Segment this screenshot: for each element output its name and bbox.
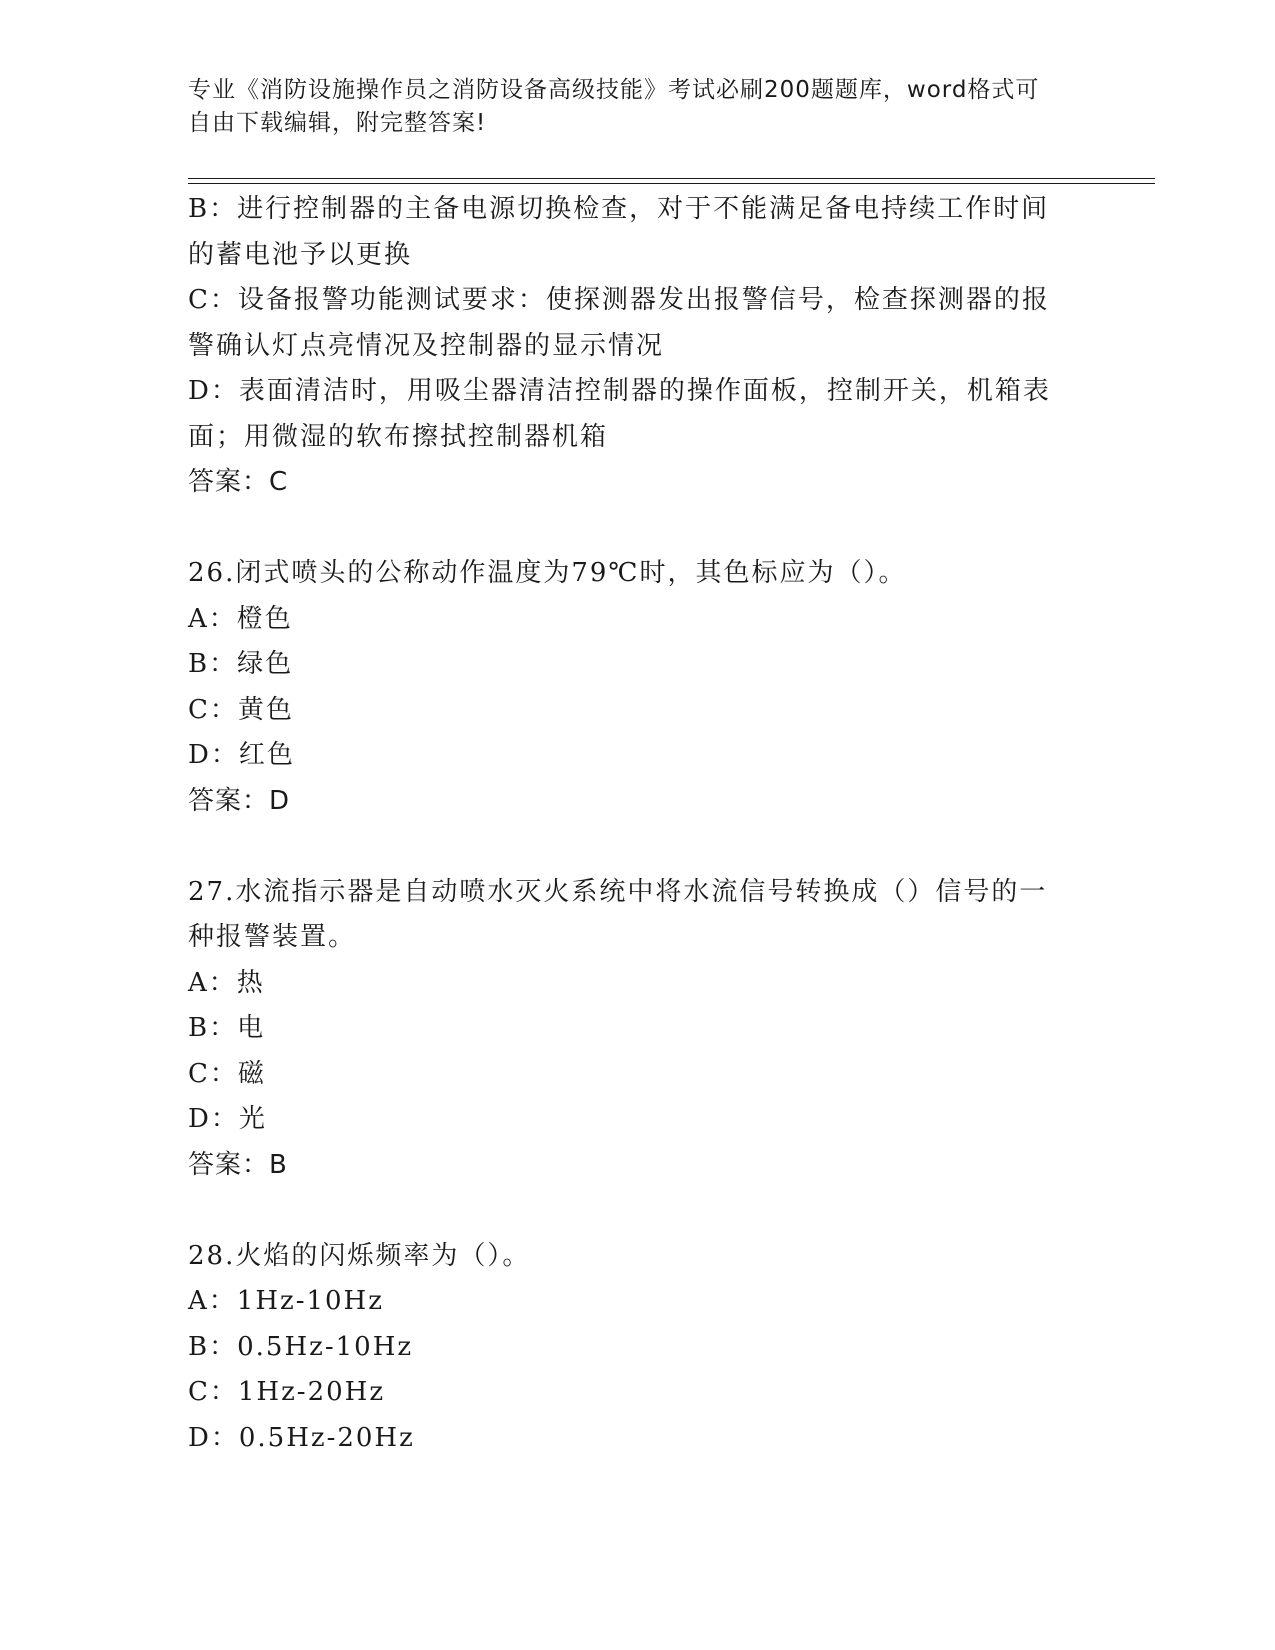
- q27-option-a: A：热: [188, 967, 265, 998]
- q26-answer: 答案：D: [188, 785, 291, 816]
- question-list: [188, 187, 1068, 1461]
- q27-option-c: C：磁: [188, 1058, 266, 1089]
- q28-option-d: D：0.5Hz-20Hz: [188, 1422, 415, 1453]
- q25-option-d-line-1: D：表面清洁时，用吸尘器清洁控制器的操作面板，控制开关，机箱表: [188, 376, 1051, 406]
- q25-answer: 答案：C: [188, 467, 289, 497]
- question-26-block: [188, 551, 1068, 824]
- header-divider-top: [188, 178, 1155, 179]
- header-divider-bottom: [188, 183, 1155, 184]
- q25-option-b-line-2: 的蓄电池予以更换: [188, 239, 413, 270]
- q26-question: 26.闭式喷头的公称动作温度为79℃时，其色标应为（）。: [188, 558, 907, 588]
- q26-option-b: B：绿色: [188, 649, 294, 679]
- q27-answer: 答案：B: [188, 1149, 288, 1180]
- q27-option-b: B：电: [188, 1013, 266, 1043]
- q27-question-line-1: 27.水流指示器是自动喷水灭火系统中将水流信号转换成（）信号的一: [188, 876, 1048, 907]
- q26-option-d: D：红色: [188, 740, 295, 770]
- q28-question: 28.火焰的闪烁频率为（）。: [188, 1240, 531, 1271]
- header-line-2: 自由下载编辑，附完整答案!: [188, 110, 487, 136]
- question-25-block: [188, 187, 1068, 506]
- header-line-1: 专业《消防设施操作员之消防设备高级技能》考试必刷200题题库，word格式可: [188, 77, 1040, 103]
- q25-option-b-line-1: B：进行控制器的主备电源切换检查，对于不能满足备电持续工作时间: [188, 194, 1050, 224]
- q25-option-d-line-2: 面；用微湿的软布擦拭控制器机箱: [188, 421, 609, 452]
- q26-option-c: C：黄色: [188, 694, 294, 725]
- spacer: [188, 824, 1068, 870]
- question-27-block: [188, 870, 1068, 1189]
- spacer: [188, 1188, 1068, 1234]
- document-header: [188, 74, 1068, 140]
- q28-option-c: C：1Hz-20Hz: [188, 1377, 386, 1407]
- q28-option-b: B：0.5Hz-10Hz: [188, 1331, 414, 1362]
- q25-option-c-line-1: C：设备报警功能测试要求：使探测器发出报警信号，检查探测器的报: [188, 285, 1050, 315]
- q25-option-c-line-2: 警确认灯点亮情况及控制器的显示情况: [188, 330, 665, 361]
- q27-option-d: D：光: [188, 1104, 267, 1134]
- q28-option-a: A：1Hz-10Hz: [188, 1286, 384, 1316]
- spacer: [188, 506, 1068, 552]
- q26-option-a: A：橙色: [188, 603, 293, 634]
- q27-question-line-2: 种报警装置。: [188, 922, 357, 952]
- question-28-block: [188, 1234, 1068, 1462]
